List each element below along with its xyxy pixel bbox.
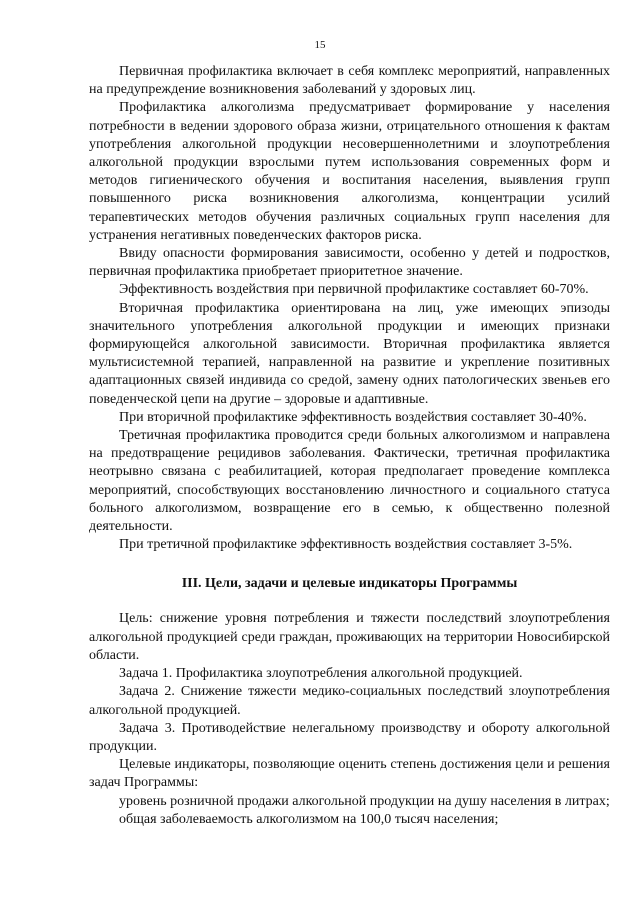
section-heading: III. Цели, задачи и целевые индикаторы Программы	[181, 576, 518, 592]
paragraph-secondary-prevention: Вторичная профилактика ориентирована на лиц, уже имеющих эпизоды значительного употребления алкогольной продукции и имеющих признаки формирующейся алкогольной зависимости. Вторичная профилактика является мультисистемной терапией, направленной на развитие и укрепление позитивных адаптационных связей индивида со средой, замену одних патологических звеньев его поведенческой цепи на другие – здоровые и адаптивные.	[89, 300, 610, 407]
page-number: 15	[314, 39, 326, 51]
paragraph-goal: Цель: снижение уровня потребления и тяжести последствий злоупотребления алкогольной продукцией среди граждан, проживающих на территории Новосибирской области.	[89, 611, 610, 663]
paragraph-task-1: Задача 1. Профилактика злоупотребления алкогольной продукцией.	[119, 666, 523, 682]
paragraph-tertiary-effectiveness: При третичной профилактике эффективность воздействия составляет 3-5%.	[119, 537, 573, 553]
paragraph-indicator-morbidity: общая заболеваемость алкоголизмом на 100,0 тысяч населения;	[119, 811, 499, 827]
paragraph-secondary-effectiveness: При вторичной профилактике эффективность воздействия составляет 30-40%.	[119, 409, 587, 425]
page-content	[89, 63, 610, 829]
paragraph-alcoholism-prevention: Профилактика алкоголизма предусматривает формирование у населения потребности в ведении здорового образа жизни, отрицательного отношения к фактам употребления алкогольной продукции несовершеннолетними и злоупотребления алкогольной продукции взрослыми путем использования современных форм и методов гигиенического обучения и воспитания населения, выявления групп повышенного риска возникновения алкоголизма, концентрации усилий терапевтических методов обучения различных социальных групп населения для устранения негативных поведенческих факторов риска.	[89, 100, 610, 243]
paragraph-task-3: Задача 3. Противодействие нелегальному производству и обороту алкогольной продукции.	[89, 720, 610, 754]
paragraph-primary-effectiveness: Эффективность воздействия при первичной профилактике составляет 60-70%.	[119, 282, 589, 298]
paragraph-dependency-danger: Ввиду опасности формирования зависимости, особенно у детей и подростков, первичная профилактика приобретает приоритетное значение.	[89, 246, 610, 280]
paragraph-task-2: Задача 2. Снижение тяжести медико-социальных последствий злоупотребления алкогольной продукцией.	[89, 684, 610, 718]
paragraph-indicator-retail-sales: уровень розничной продажи алкогольной продукции на душу населения в литрах;	[119, 793, 610, 809]
paragraph-tertiary-prevention: Третичная профилактика проводится среди больных алкоголизмом и направлена на предотвращение рецидивов заболевания. Фактически, третичная профилактика неотрывно связана с реабилитацией, которая предполагает проведение комплекса мероприятий, способствующих восстановлению личностного и социального статуса больного алкоголизмом, возвращение его в семью, к общественно полезной деятельности.	[89, 428, 610, 535]
paragraph-primary-prevention: Первичная профилактика включает в себя комплекс мероприятий, направленных на предупреждение возникновения заболеваний у здоровых лиц.	[89, 64, 610, 98]
paragraph-indicators-intro: Целевые индикаторы, позволяющие оценить степень достижения цели и решения задач Программы:	[89, 757, 610, 791]
